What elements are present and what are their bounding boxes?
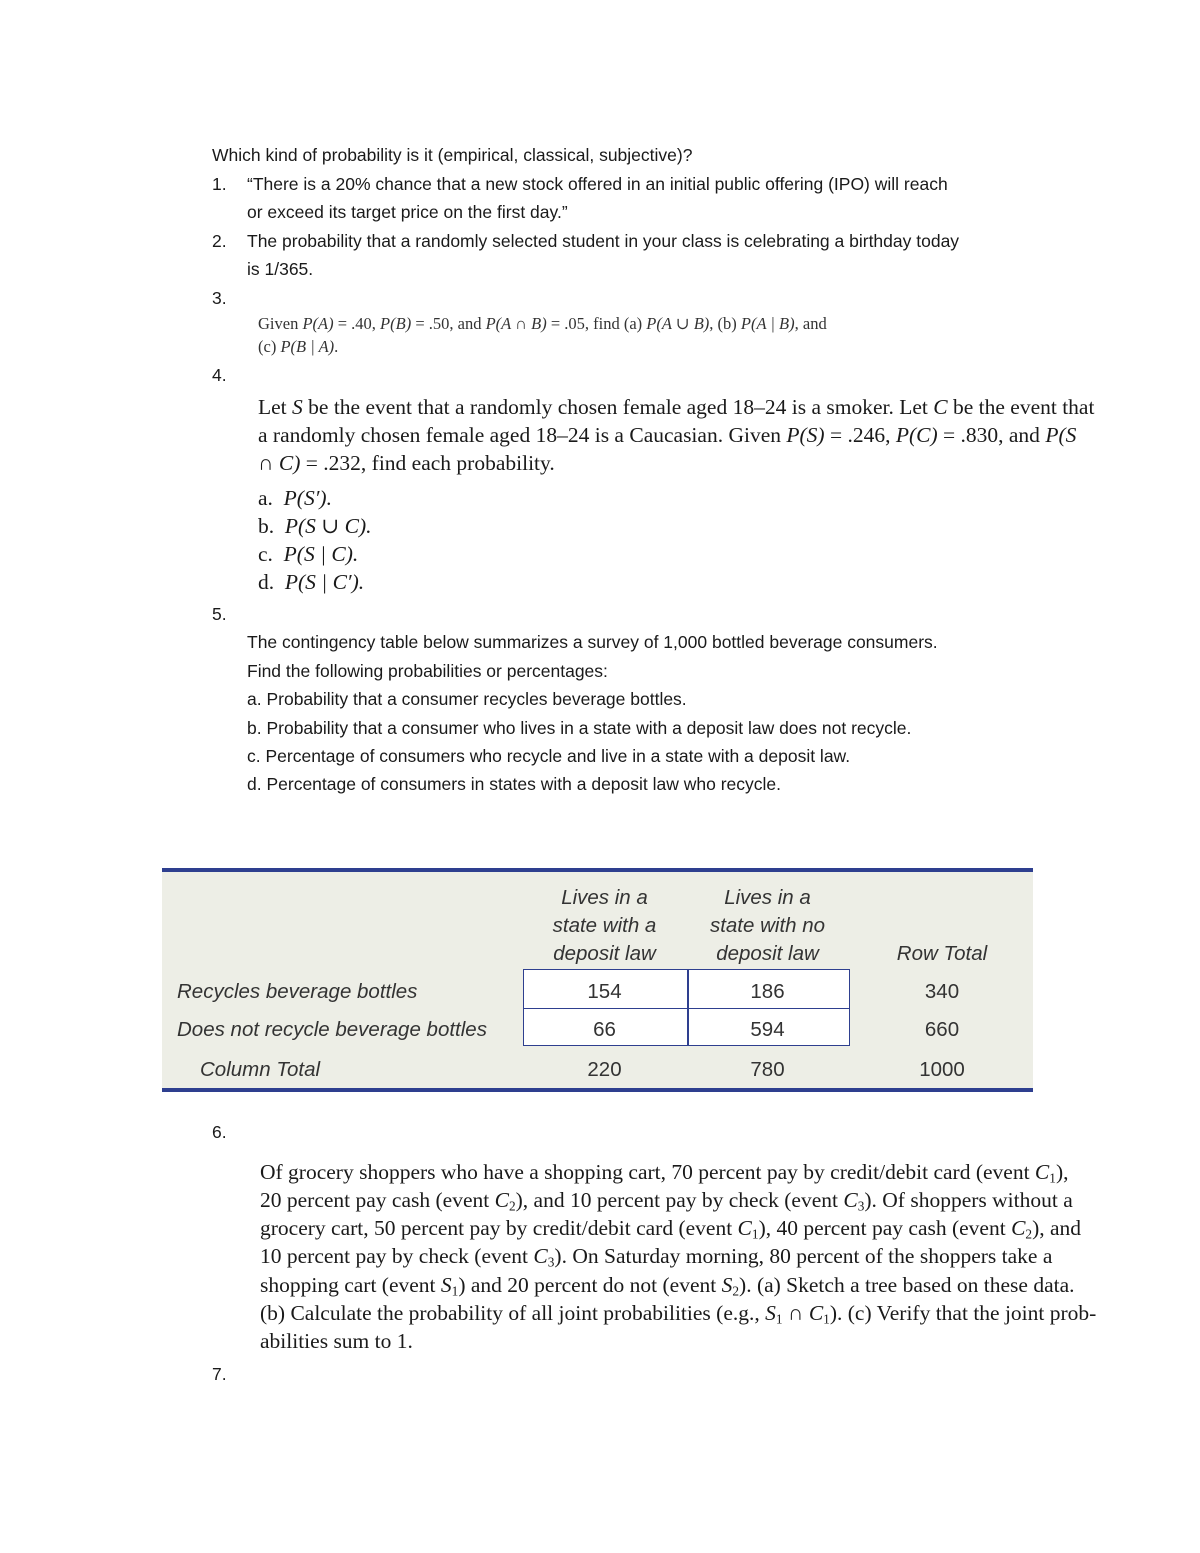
q2-number: 2. <box>212 231 227 251</box>
q5-line1: The contingency table below summarizes a survey of 1,000 bottled beverage consumers. <box>247 632 938 652</box>
row2-col2: 594 <box>750 1018 785 1041</box>
row1-col2: 186 <box>750 980 785 1003</box>
q4-item-b: b. P(S ∪ C). <box>258 514 372 538</box>
col2-header: Lives in a state with no deposit law <box>709 886 826 965</box>
q2-line2: is 1/365. <box>247 259 314 279</box>
total-row-label: Column Total <box>200 1058 321 1081</box>
col3-header: Row Total <box>896 942 988 965</box>
q5-part-b: b. Probability that a consumer who lives in a state with a deposit law does not recycle. <box>247 718 912 738</box>
intro-text: Which kind of probability is it (empirical, classical, subjective)? <box>212 145 693 165</box>
q6-line2: 20 percent pay cash (event $C_2$), and 10 percent pay by check (event $C_3$). Of shoppers without a <box>260 1188 1073 1214</box>
row2-total: 660 <box>924 1018 960 1041</box>
q1-line1: “There is a 20% chance that a new stock offered in an initial public offering (IPO) will reach <box>247 174 948 194</box>
q3-number: 3. <box>212 288 227 308</box>
q4-item-c: c. P(S | C). <box>258 542 359 566</box>
q6-line7: abilities sum to 1. <box>260 1329 413 1353</box>
total-row-col1: 220 <box>587 1058 622 1081</box>
q2-line1: The probability that a randomly selected student in your class is celebrating a birthday today <box>247 231 960 251</box>
row2-label: Does not recycle beverage bottles <box>177 1018 487 1041</box>
contingency-table <box>162 868 1033 1092</box>
q5-part-c: c. Percentage of consumers who recycle and live in a state with a deposit law. <box>247 746 851 766</box>
q1-line2: or exceed its target price on the first day.” <box>247 202 568 222</box>
q7-number: 7. <box>212 1364 227 1384</box>
q5-line2: Find the following probabilities or percentages: <box>247 661 608 681</box>
q5-part-d: d. Percentage of consumers in states with a deposit law who recycle. <box>247 774 782 794</box>
q4-line1: Let S be the event that a randomly chosen female aged 18–24 is a smoker. Let C be the event that <box>258 395 1095 419</box>
row1-col1: 154 <box>587 980 622 1003</box>
q6-line3: grocery cart, 50 percent pay by credit/debit card (event $C_1$), 40 percent pay cash (event $C_2$), and <box>260 1216 1082 1242</box>
total-row-col2: 780 <box>750 1058 785 1081</box>
q6-line1: Of grocery shoppers who have a shopping cart, 70 percent pay by credit/debit card (event $C_1$), <box>260 1160 1069 1186</box>
row1-label: Recycles beverage bottles <box>177 980 418 1003</box>
q6-number: 6. <box>212 1122 227 1142</box>
row2-col1: 66 <box>593 1018 616 1041</box>
total-row-total: 1000 <box>919 1058 965 1081</box>
q5-number: 5. <box>212 604 227 624</box>
q4-line2: a randomly chosen female aged 18–24 is a Caucasian. Given P(S) = .246, P(C) = .830, and P(S <box>258 423 1077 447</box>
q1-number: 1. <box>212 174 227 194</box>
q6-line6: (b) Calculate the probability of all joint probabilities (e.g., $S_1$ ∩ $C_1$). (c) Verify that the joint prob- <box>260 1301 1097 1327</box>
q4-item-d: d. P(S | C′). <box>258 570 365 594</box>
q3-line1: Given P(A) = .40, P(B) = .50, and P(A ∩ B) = .05, find (a) P(A ∪ B), (b) P(A | B), and <box>258 314 827 333</box>
q4-line3: ∩ C) = .232, find each probability. <box>258 451 555 475</box>
q6-line5: shopping cart (event $S_1$) and 20 percent do not (event $S_2$). (a) Sketch a tree based on these data. <box>260 1273 1075 1299</box>
q3-line2: (c) P(B | A). <box>258 337 339 356</box>
q6-line4: 10 percent pay by check (event $C_3$). On Saturday morning, 80 percent of the shoppers take a <box>260 1244 1053 1270</box>
q5-part-a: a. Probability that a consumer recycles beverage bottles. <box>247 689 687 709</box>
col1-header: Lives in a state with a deposit law <box>552 886 657 965</box>
row1-total: 340 <box>924 980 960 1003</box>
q4-number: 4. <box>212 365 227 385</box>
q4-item-a: a. P(S′). <box>258 486 332 510</box>
